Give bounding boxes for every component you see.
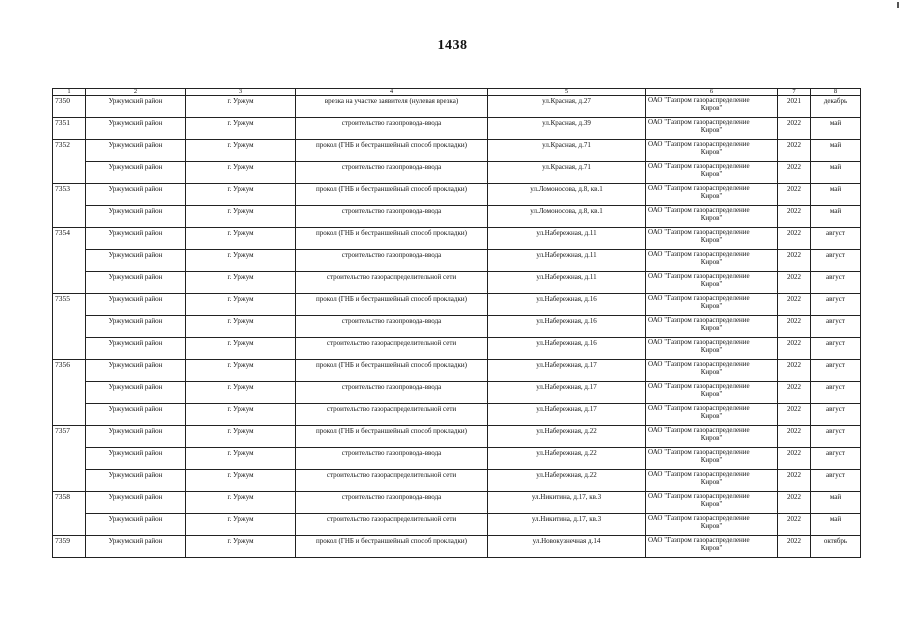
work-type-cell: строительство газораспределительной сети xyxy=(296,514,488,536)
header-cell: 6 xyxy=(646,89,778,96)
address-cell: ул.Набережная, д.17 xyxy=(488,360,646,382)
record-number-cell: 7354 xyxy=(53,228,86,294)
organization-name-line1: ОАО "Газпром газораспределение xyxy=(648,492,750,500)
district-cell: Уржумский район xyxy=(86,470,186,492)
organization-name-line1: ОАО "Газпром газораспределение xyxy=(648,338,750,346)
organization-cell xyxy=(646,514,778,536)
work-type-cell: строительство газораспределительной сети xyxy=(296,272,488,294)
organization-name-line2: Киров" xyxy=(700,345,723,354)
record-number-cell: 7358 xyxy=(53,492,86,536)
district-cell: Уржумский район xyxy=(86,184,186,206)
table-row xyxy=(53,382,861,404)
header-cell: 3 xyxy=(186,89,296,96)
organization-cell xyxy=(646,184,778,206)
district-cell: Уржумский район xyxy=(86,294,186,316)
organization-cell xyxy=(646,250,778,272)
table-row xyxy=(53,492,861,514)
organization-name-line2: Киров" xyxy=(700,455,723,464)
district-cell: Уржумский район xyxy=(86,96,186,118)
table-row xyxy=(53,536,861,558)
month-cell: май xyxy=(811,162,861,184)
district-cell: Уржумский район xyxy=(86,360,186,382)
month-cell: август xyxy=(811,426,861,448)
year-cell: 2022 xyxy=(778,536,811,558)
work-type-cell: прокол (ГНБ и бестраншейный способ прокладки) xyxy=(296,184,488,206)
year-cell: 2022 xyxy=(778,492,811,514)
record-number-cell: 7353 xyxy=(53,184,86,228)
organization-name-line2: Киров" xyxy=(700,477,723,486)
organization-name-line1: ОАО "Газпром газораспределение xyxy=(648,382,750,390)
organization-cell xyxy=(646,96,778,118)
district-cell: Уржумский район xyxy=(86,536,186,558)
table-row xyxy=(53,162,861,184)
header-row xyxy=(53,89,861,96)
address-cell: ул.Набережная, д.11 xyxy=(488,250,646,272)
work-type-cell: строительство газораспределительной сети xyxy=(296,338,488,360)
table-row xyxy=(53,338,861,360)
address-cell: ул.Набережная, д.11 xyxy=(488,228,646,250)
organization-name-line2: Киров" xyxy=(700,543,723,552)
organization-cell xyxy=(646,294,778,316)
gasification-table xyxy=(52,88,861,558)
town-cell: г. Уржум xyxy=(186,228,296,250)
organization-cell xyxy=(646,426,778,448)
organization-cell xyxy=(646,338,778,360)
organization-name-line2: Киров" xyxy=(700,235,723,244)
district-cell: Уржумский район xyxy=(86,492,186,514)
table-row xyxy=(53,140,861,162)
organization-cell xyxy=(646,118,778,140)
organization-name-line1: ОАО "Газпром газораспределение xyxy=(648,140,750,148)
address-cell: ул.Красная, д.39 xyxy=(488,118,646,140)
organization-name-line2: Киров" xyxy=(700,103,723,112)
month-cell: август xyxy=(811,360,861,382)
organization-cell xyxy=(646,140,778,162)
organization-cell xyxy=(646,206,778,228)
town-cell: г. Уржум xyxy=(186,382,296,404)
month-cell: август xyxy=(811,316,861,338)
address-cell: ул.Набережная, д.22 xyxy=(488,470,646,492)
record-number-cell: 7356 xyxy=(53,360,86,426)
work-type-cell: строительство газопровода-ввода xyxy=(296,448,488,470)
town-cell: г. Уржум xyxy=(186,162,296,184)
work-type-cell: прокол (ГНБ и бестраншейный способ прокладки) xyxy=(296,228,488,250)
address-cell: ул.Набережная, д.16 xyxy=(488,294,646,316)
month-cell: август xyxy=(811,250,861,272)
month-cell: август xyxy=(811,382,861,404)
address-cell: ул.Ломоносова, д.8, кв.1 xyxy=(488,184,646,206)
town-cell: г. Уржум xyxy=(186,184,296,206)
organization-name-line1: ОАО "Газпром газораспределение xyxy=(648,470,750,478)
organization-name-line1: ОАО "Газпром газораспределение xyxy=(648,294,750,302)
table-row xyxy=(53,206,861,228)
organization-name-line2: Киров" xyxy=(700,389,723,398)
month-cell: май xyxy=(811,514,861,536)
month-cell: август xyxy=(811,338,861,360)
month-cell: август xyxy=(811,448,861,470)
header-cell: 7 xyxy=(778,89,811,96)
organization-cell xyxy=(646,272,778,294)
table-row xyxy=(53,184,861,206)
organization-name-line1: ОАО "Газпром газораспределение xyxy=(648,360,750,368)
town-cell: г. Уржум xyxy=(186,96,296,118)
work-type-cell: прокол (ГНБ и бестраншейный способ прокладки) xyxy=(296,294,488,316)
record-number-cell: 7357 xyxy=(53,426,86,492)
organization-name-line1: ОАО "Газпром газораспределение xyxy=(648,404,750,412)
year-cell: 2022 xyxy=(778,184,811,206)
table-row xyxy=(53,426,861,448)
table-row xyxy=(53,228,861,250)
organization-name-line1: ОАО "Газпром газораспределение xyxy=(648,514,750,522)
organization-name-line2: Киров" xyxy=(700,301,723,310)
year-cell: 2021 xyxy=(778,96,811,118)
work-type-cell: строительство газораспределительной сети xyxy=(296,404,488,426)
year-cell: 2022 xyxy=(778,426,811,448)
month-cell: август xyxy=(811,404,861,426)
organization-name-line1: ОАО "Газпром газораспределение xyxy=(648,536,750,544)
town-cell: г. Уржум xyxy=(186,316,296,338)
address-cell: ул.Никитина, д.17, кв.3 xyxy=(488,514,646,536)
town-cell: г. Уржум xyxy=(186,360,296,382)
district-cell: Уржумский район xyxy=(86,316,186,338)
organization-name-line2: Киров" xyxy=(700,323,723,332)
organization-name-line1: ОАО "Газпром газораспределение xyxy=(648,272,750,280)
table-body xyxy=(53,96,861,558)
month-cell: август xyxy=(811,228,861,250)
header-cell: 1 xyxy=(53,89,86,96)
town-cell: г. Уржум xyxy=(186,470,296,492)
organization-name-line2: Киров" xyxy=(700,125,723,134)
work-type-cell: врезка на участке заявителя (нулевая врезка) xyxy=(296,96,488,118)
table-row xyxy=(53,360,861,382)
district-cell: Уржумский район xyxy=(86,162,186,184)
year-cell: 2022 xyxy=(778,162,811,184)
district-cell: Уржумский район xyxy=(86,272,186,294)
district-cell: Уржумский район xyxy=(86,448,186,470)
organization-name-line1: ОАО "Газпром газораспределение xyxy=(648,316,750,324)
month-cell: май xyxy=(811,118,861,140)
organization-name-line2: Киров" xyxy=(700,191,723,200)
address-cell: ул.Набережная, д.16 xyxy=(488,316,646,338)
month-cell: август xyxy=(811,294,861,316)
table-row xyxy=(53,250,861,272)
header-cell: 2 xyxy=(86,89,186,96)
work-type-cell: строительство газопровода-ввода xyxy=(296,492,488,514)
table-row xyxy=(53,294,861,316)
work-type-cell: строительство газораспределительной сети xyxy=(296,470,488,492)
address-cell: ул.Никитина, д.17, кв.3 xyxy=(488,492,646,514)
address-cell: ул.Новокузнечная д.14 xyxy=(488,536,646,558)
town-cell: г. Уржум xyxy=(186,272,296,294)
table-row xyxy=(53,448,861,470)
year-cell: 2022 xyxy=(778,514,811,536)
district-cell: Уржумский район xyxy=(86,382,186,404)
district-cell: Уржумский район xyxy=(86,426,186,448)
organization-name-line2: Киров" xyxy=(700,433,723,442)
year-cell: 2022 xyxy=(778,140,811,162)
work-type-cell: строительство газопровода-ввода xyxy=(296,118,488,140)
address-cell: ул.Набережная, д.22 xyxy=(488,426,646,448)
address-cell: ул.Набережная, д.22 xyxy=(488,448,646,470)
work-type-cell: прокол (ГНБ и бестраншейный способ прокладки) xyxy=(296,536,488,558)
table-row xyxy=(53,404,861,426)
table-row xyxy=(53,272,861,294)
year-cell: 2022 xyxy=(778,382,811,404)
header-cell: 4 xyxy=(296,89,488,96)
month-cell: май xyxy=(811,140,861,162)
address-cell: ул.Набережная, д.11 xyxy=(488,272,646,294)
town-cell: г. Уржум xyxy=(186,448,296,470)
organization-name-line2: Киров" xyxy=(700,213,723,222)
town-cell: г. Уржум xyxy=(186,338,296,360)
organization-cell xyxy=(646,162,778,184)
organization-cell xyxy=(646,360,778,382)
table-row xyxy=(53,470,861,492)
month-cell: август xyxy=(811,272,861,294)
month-cell: май xyxy=(811,206,861,228)
town-cell: г. Уржум xyxy=(186,404,296,426)
organization-name-line2: Киров" xyxy=(700,521,723,530)
organization-name-line1: ОАО "Газпром газораспределение xyxy=(648,96,750,104)
address-cell: ул.Красная, д.71 xyxy=(488,140,646,162)
organization-cell xyxy=(646,470,778,492)
work-type-cell: строительство газопровода-ввода xyxy=(296,250,488,272)
address-cell: ул.Красная, д.71 xyxy=(488,162,646,184)
year-cell: 2022 xyxy=(778,272,811,294)
organization-name-line2: Киров" xyxy=(700,279,723,288)
town-cell: г. Уржум xyxy=(186,514,296,536)
organization-cell xyxy=(646,536,778,558)
district-cell: Уржумский район xyxy=(86,514,186,536)
organization-name-line2: Киров" xyxy=(700,257,723,266)
header-cell: 8 xyxy=(811,89,861,96)
year-cell: 2022 xyxy=(778,470,811,492)
month-cell: октябрь xyxy=(811,536,861,558)
district-cell: Уржумский район xyxy=(86,118,186,140)
record-number-cell: 7355 xyxy=(53,294,86,360)
table-row xyxy=(53,316,861,338)
work-type-cell: строительство газопровода-ввода xyxy=(296,316,488,338)
organization-name-line1: ОАО "Газпром газораспределение xyxy=(648,162,750,170)
organization-cell xyxy=(646,404,778,426)
header-cell: 5 xyxy=(488,89,646,96)
organization-name-line2: Киров" xyxy=(700,147,723,156)
organization-name-line1: ОАО "Газпром газораспределение xyxy=(648,206,750,214)
year-cell: 2022 xyxy=(778,250,811,272)
address-cell: ул.Ломоносова, д.8, кв.1 xyxy=(488,206,646,228)
year-cell: 2022 xyxy=(778,316,811,338)
address-cell: ул.Набережная, д.17 xyxy=(488,382,646,404)
year-cell: 2022 xyxy=(778,360,811,382)
table-row xyxy=(53,514,861,536)
town-cell: г. Уржум xyxy=(186,426,296,448)
year-cell: 2022 xyxy=(778,448,811,470)
month-cell: май xyxy=(811,492,861,514)
organization-cell xyxy=(646,316,778,338)
page-number: 1438 xyxy=(437,38,468,53)
town-cell: г. Уржум xyxy=(186,536,296,558)
district-cell: Уржумский район xyxy=(86,404,186,426)
organization-name-line1: ОАО "Газпром газораспределение xyxy=(648,426,750,434)
year-cell: 2022 xyxy=(778,404,811,426)
organization-name-line1: ОАО "Газпром газораспределение xyxy=(648,228,750,236)
year-cell: 2022 xyxy=(778,228,811,250)
scan-edge-mark xyxy=(897,2,899,8)
organization-name-line1: ОАО "Газпром газораспределение xyxy=(648,448,750,456)
organization-name-line1: ОАО "Газпром газораспределение xyxy=(648,184,750,192)
year-cell: 2022 xyxy=(778,294,811,316)
record-number-cell: 7351 xyxy=(53,118,86,140)
year-cell: 2022 xyxy=(778,118,811,140)
organization-name-line2: Киров" xyxy=(700,499,723,508)
organization-name-line2: Киров" xyxy=(700,367,723,376)
town-cell: г. Уржум xyxy=(186,206,296,228)
town-cell: г. Уржум xyxy=(186,492,296,514)
table-row xyxy=(53,118,861,140)
work-type-cell: прокол (ГНБ и бестраншейный способ прокладки) xyxy=(296,140,488,162)
work-type-cell: строительство газопровода-ввода xyxy=(296,382,488,404)
town-cell: г. Уржум xyxy=(186,118,296,140)
month-cell: август xyxy=(811,470,861,492)
address-cell: ул.Красная, д.27 xyxy=(488,96,646,118)
organization-cell xyxy=(646,492,778,514)
town-cell: г. Уржум xyxy=(186,140,296,162)
town-cell: г. Уржум xyxy=(186,294,296,316)
town-cell: г. Уржум xyxy=(186,250,296,272)
work-type-cell: прокол (ГНБ и бестраншейный способ прокладки) xyxy=(296,360,488,382)
district-cell: Уржумский район xyxy=(86,206,186,228)
record-number-cell: 7350 xyxy=(53,96,86,118)
organization-name-line1: ОАО "Газпром газораспределение xyxy=(648,250,750,258)
organization-name-line2: Киров" xyxy=(700,411,723,420)
record-number-cell: 7359 xyxy=(53,536,86,558)
organization-name-line2: Киров" xyxy=(700,169,723,178)
organization-cell xyxy=(646,228,778,250)
table-row xyxy=(53,96,861,118)
address-cell: ул.Набережная, д.17 xyxy=(488,404,646,426)
month-cell: май xyxy=(811,184,861,206)
year-cell: 2022 xyxy=(778,206,811,228)
district-cell: Уржумский район xyxy=(86,338,186,360)
year-cell: 2022 xyxy=(778,338,811,360)
work-type-cell: строительство газопровода-ввода xyxy=(296,206,488,228)
district-cell: Уржумский район xyxy=(86,250,186,272)
district-cell: Уржумский район xyxy=(86,140,186,162)
organization-name-line1: ОАО "Газпром газораспределение xyxy=(648,118,750,126)
record-number-cell: 7352 xyxy=(53,140,86,184)
work-type-cell: строительство газопровода-ввода xyxy=(296,162,488,184)
work-type-cell: прокол (ГНБ и бестраншейный способ прокладки) xyxy=(296,426,488,448)
month-cell: декабрь xyxy=(811,96,861,118)
district-cell: Уржумский район xyxy=(86,228,186,250)
organization-cell xyxy=(646,382,778,404)
address-cell: ул.Набережная, д.16 xyxy=(488,338,646,360)
organization-cell xyxy=(646,448,778,470)
